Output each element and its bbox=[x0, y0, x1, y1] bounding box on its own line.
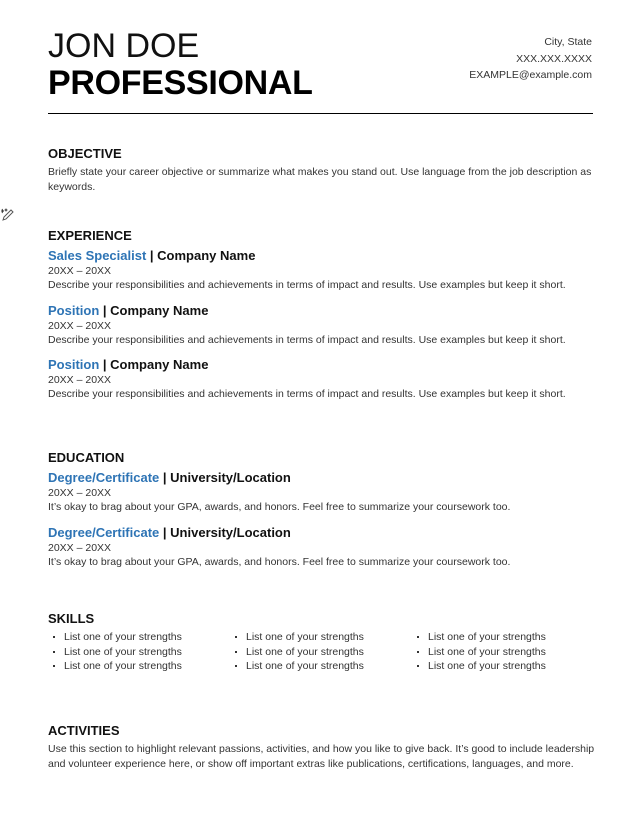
candidate-title: PROFESSIONAL bbox=[48, 64, 313, 102]
entry-degree: Degree/Certificate bbox=[48, 524, 160, 540]
bullet-icon bbox=[235, 636, 237, 638]
entry-org: Company Name bbox=[110, 302, 209, 318]
skill-item bbox=[48, 630, 230, 645]
entry-dates: 20XX – 20XX bbox=[48, 487, 112, 499]
entry-role: Sales Specialist bbox=[48, 248, 147, 263]
skill-item bbox=[412, 630, 594, 645]
entry-dates: 20XX – 20XX bbox=[48, 265, 112, 277]
entry-dates: 20XX – 20XX bbox=[48, 541, 112, 554]
bullet-icon bbox=[417, 636, 419, 638]
objective-text: Briefly state your career objective or summarize what makes you stand out. Use language from the job description as keywords. bbox=[48, 166, 592, 193]
skills-column bbox=[48, 630, 230, 674]
skill-item bbox=[230, 645, 412, 660]
entry-title bbox=[48, 524, 598, 541]
entry-institution: University/Location bbox=[170, 470, 291, 485]
skill-item bbox=[412, 645, 594, 660]
entry-description: It’s okay to brag about your GPA, awards, and honors. Feel free to summarize your coursework too. bbox=[48, 501, 511, 513]
entry-separator: | bbox=[102, 357, 107, 372]
entry-degree: Degree/Certificate bbox=[48, 470, 160, 485]
bullet-icon bbox=[417, 651, 419, 653]
bullet-icon bbox=[235, 665, 237, 667]
skill-text: List one of your strengths bbox=[246, 645, 364, 658]
entry-separator: | bbox=[162, 524, 167, 540]
entry-description: Describe your responsibilities and achievements in terms of impact and results. Use examples but keep it short. bbox=[48, 333, 566, 346]
bullet-icon bbox=[53, 665, 55, 667]
experience-section bbox=[48, 228, 598, 411]
entry-description: Describe your responsibilities and achievements in terms of impact and results. Use examples but keep it short. bbox=[48, 388, 566, 400]
skill-item bbox=[48, 645, 230, 660]
experience-entry bbox=[48, 356, 598, 402]
education-heading: EDUCATION bbox=[48, 450, 125, 465]
skill-text: List one of your strengths bbox=[246, 631, 364, 643]
entry-org: Company Name bbox=[157, 248, 256, 263]
skill-text: List one of your strengths bbox=[428, 645, 546, 658]
skill-item bbox=[230, 659, 412, 674]
skills-heading: SKILLS bbox=[48, 611, 95, 626]
activities-heading: ACTIVITIES bbox=[48, 723, 120, 738]
skills-section bbox=[48, 611, 598, 674]
entry-description: It’s okay to brag about your GPA, awards, and honors. Feel free to summarize your coursework too. bbox=[48, 555, 511, 568]
bullet-icon bbox=[235, 651, 237, 653]
header-divider bbox=[48, 113, 593, 114]
experience-entry bbox=[48, 302, 598, 348]
entry-org: Company Name bbox=[110, 357, 209, 372]
education-section bbox=[48, 450, 598, 578]
entry-title bbox=[48, 469, 598, 486]
bullet-icon bbox=[53, 636, 55, 638]
entry-title bbox=[48, 302, 598, 319]
skill-text: List one of your strengths bbox=[246, 660, 364, 672]
entry-role: Position bbox=[48, 302, 100, 318]
skill-item bbox=[230, 630, 412, 645]
skill-text: List one of your strengths bbox=[64, 631, 182, 643]
education-entry bbox=[48, 524, 598, 570]
skill-text: List one of your strengths bbox=[428, 660, 546, 672]
entry-separator: | bbox=[149, 248, 154, 263]
skill-item bbox=[412, 659, 594, 674]
entry-separator: | bbox=[102, 302, 107, 318]
entry-role: Position bbox=[48, 357, 100, 372]
entry-description: Describe your responsibilities and achievements in terms of impact and results. Use examples but keep it short. bbox=[48, 279, 566, 291]
pencil-sparkle-icon[interactable] bbox=[0, 207, 16, 223]
skill-text: List one of your strengths bbox=[428, 631, 546, 643]
contact-location: City, State bbox=[544, 36, 592, 48]
experience-entry bbox=[48, 247, 598, 293]
skill-text: List one of your strengths bbox=[64, 645, 182, 658]
objective-section bbox=[48, 146, 598, 194]
skill-text: List one of your strengths bbox=[64, 660, 182, 672]
entry-dates: 20XX – 20XX bbox=[48, 319, 112, 332]
entry-dates: 20XX – 20XX bbox=[48, 374, 112, 386]
contact-block bbox=[469, 34, 592, 84]
education-entry bbox=[48, 469, 598, 515]
candidate-name: JON DOE bbox=[48, 27, 200, 65]
entry-institution: University/Location bbox=[170, 524, 291, 540]
activities-text: Use this section to highlight relevant passions, activities, and how you like to give back. It’s good to include leadership and volunteer experience here, or show off important extras like publications, certifications, languages, and more. bbox=[48, 743, 595, 770]
bullet-icon bbox=[53, 651, 55, 653]
entry-separator: | bbox=[162, 470, 167, 485]
experience-heading: EXPERIENCE bbox=[48, 228, 132, 243]
activities-section bbox=[48, 723, 598, 771]
skill-item bbox=[48, 659, 230, 674]
contact-phone: XXX.XXX.XXXX bbox=[516, 52, 592, 65]
objective-heading: OBJECTIVE bbox=[48, 146, 122, 161]
skills-column bbox=[230, 630, 412, 674]
entry-title bbox=[48, 247, 598, 264]
entry-title bbox=[48, 356, 598, 373]
skills-grid bbox=[48, 630, 598, 674]
bullet-icon bbox=[417, 665, 419, 667]
skills-column bbox=[412, 630, 594, 674]
contact-email: EXAMPLE@example.com bbox=[469, 69, 592, 81]
